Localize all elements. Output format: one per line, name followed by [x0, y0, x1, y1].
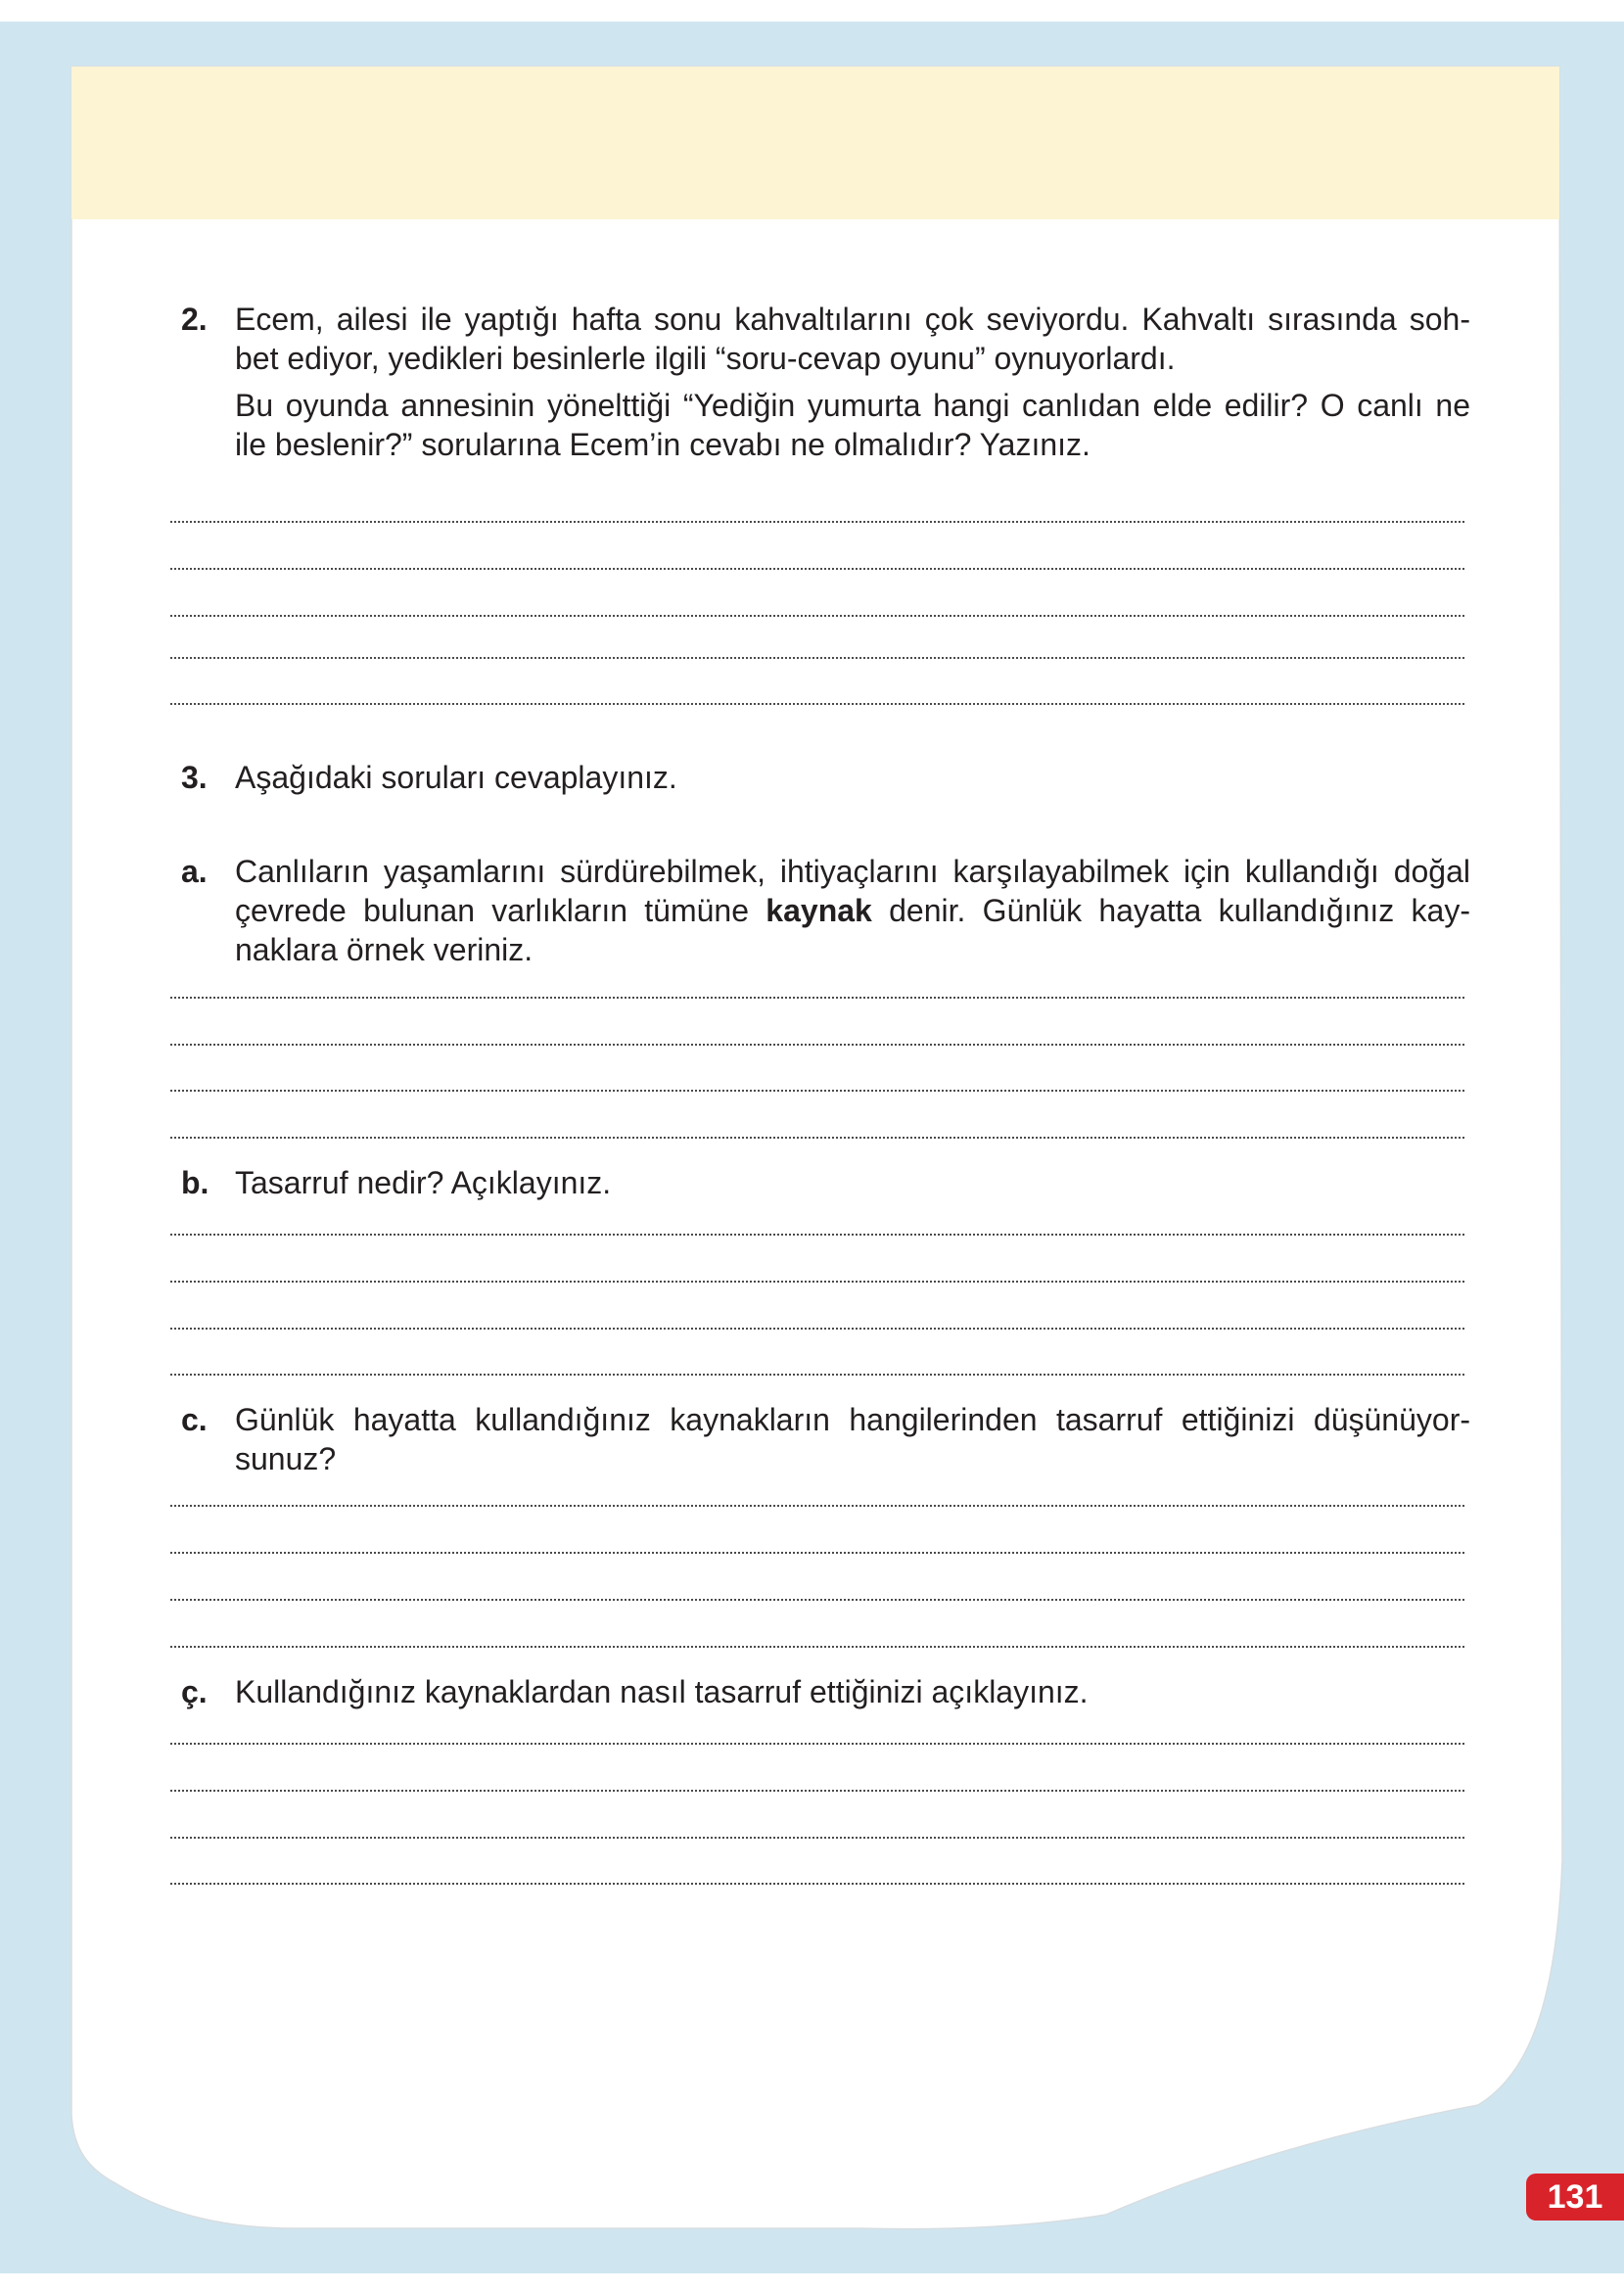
keyword-kaynak: kaynak — [766, 893, 872, 928]
answer-line[interactable] — [170, 1090, 1464, 1092]
question-2-line-2: bet ediyor, yedikleri besinlerle ilgili “soru-cevap oyunu” oynuyorlardı. — [235, 341, 1176, 376]
question-2-subtext — [235, 386, 1470, 464]
page-number-badge: 131 — [1526, 2174, 1624, 2221]
question-3-number: 3. — [181, 760, 208, 795]
answer-line[interactable] — [170, 521, 1464, 523]
question-3a-line-2 — [235, 891, 1470, 930]
answer-line[interactable] — [170, 1374, 1464, 1376]
question-2-number: 2. — [181, 302, 208, 337]
question-3a-label: a. — [181, 854, 208, 889]
answer-line[interactable] — [170, 1790, 1464, 1792]
answer-line[interactable] — [170, 1234, 1464, 1236]
question-3a-line-1: Canlıların yaşamlarını sürdürebilmek, ihtiyaçlarını karşılayabilmek için kullandığı doğal — [235, 854, 1470, 889]
question-3a-text — [235, 852, 1470, 969]
answer-line[interactable] — [170, 703, 1464, 705]
question-3b-text: Tasarruf nedir? Açıklayınız. — [235, 1165, 612, 1200]
answer-line[interactable] — [170, 1646, 1464, 1648]
answer-line[interactable] — [170, 1328, 1464, 1330]
question-3c-label: c. — [181, 1402, 208, 1437]
answer-line[interactable] — [170, 568, 1464, 570]
question-2-line-3: Bu oyunda annesinin yönelttiği “Yediğin yumurta hangi canlıdan elde edilir? O canlı ne — [235, 388, 1470, 423]
question-3cc-text: Kullandığınız kaynaklardan nasıl tasarruf ettiğinizi açıklayınız. — [235, 1674, 1089, 1709]
question-3a-line-2-start: çevrede bulunan varlıkların tümüne — [235, 893, 766, 928]
question-2-text — [235, 300, 1470, 378]
question-3b-label: b. — [181, 1165, 209, 1200]
question-3a-line-3: naklara örnek veriniz. — [235, 932, 534, 967]
answer-line[interactable] — [170, 1883, 1464, 1885]
answer-line[interactable] — [170, 1505, 1464, 1507]
answer-line[interactable] — [170, 1044, 1464, 1046]
answer-line[interactable] — [170, 657, 1464, 659]
question-3c-text — [235, 1400, 1470, 1478]
answer-line[interactable] — [170, 615, 1464, 617]
answer-line[interactable] — [170, 1552, 1464, 1554]
answer-line[interactable] — [170, 1137, 1464, 1139]
answer-line[interactable] — [170, 1281, 1464, 1283]
answer-line[interactable] — [170, 1599, 1464, 1601]
answer-line[interactable] — [170, 1743, 1464, 1745]
question-3cc-label: ç. — [181, 1674, 208, 1709]
question-3c-line-1: Günlük hayatta kullandığınız kaynakların hangilerinden tasarruf ettiğinizi düşünüyor- — [235, 1402, 1470, 1437]
answer-line[interactable] — [170, 997, 1464, 999]
question-3c-line-2: sunuz? — [235, 1441, 337, 1476]
question-3-text: Aşağıdaki soruları cevaplayınız. — [235, 760, 677, 795]
question-3a-line-2-end: denir. Günlük hayatta kullandığınız kay- — [871, 893, 1470, 928]
question-2-line-4: ile beslenir?” sorularına Ecem’in cevabı ne olmalıdır? Yazınız. — [235, 427, 1090, 462]
answer-line[interactable] — [170, 1837, 1464, 1839]
question-2-line-1: Ecem, ailesi ile yaptığı hafta sonu kahvaltılarını çok seviyordu. Kahvaltı sırasında soh- — [235, 302, 1470, 337]
